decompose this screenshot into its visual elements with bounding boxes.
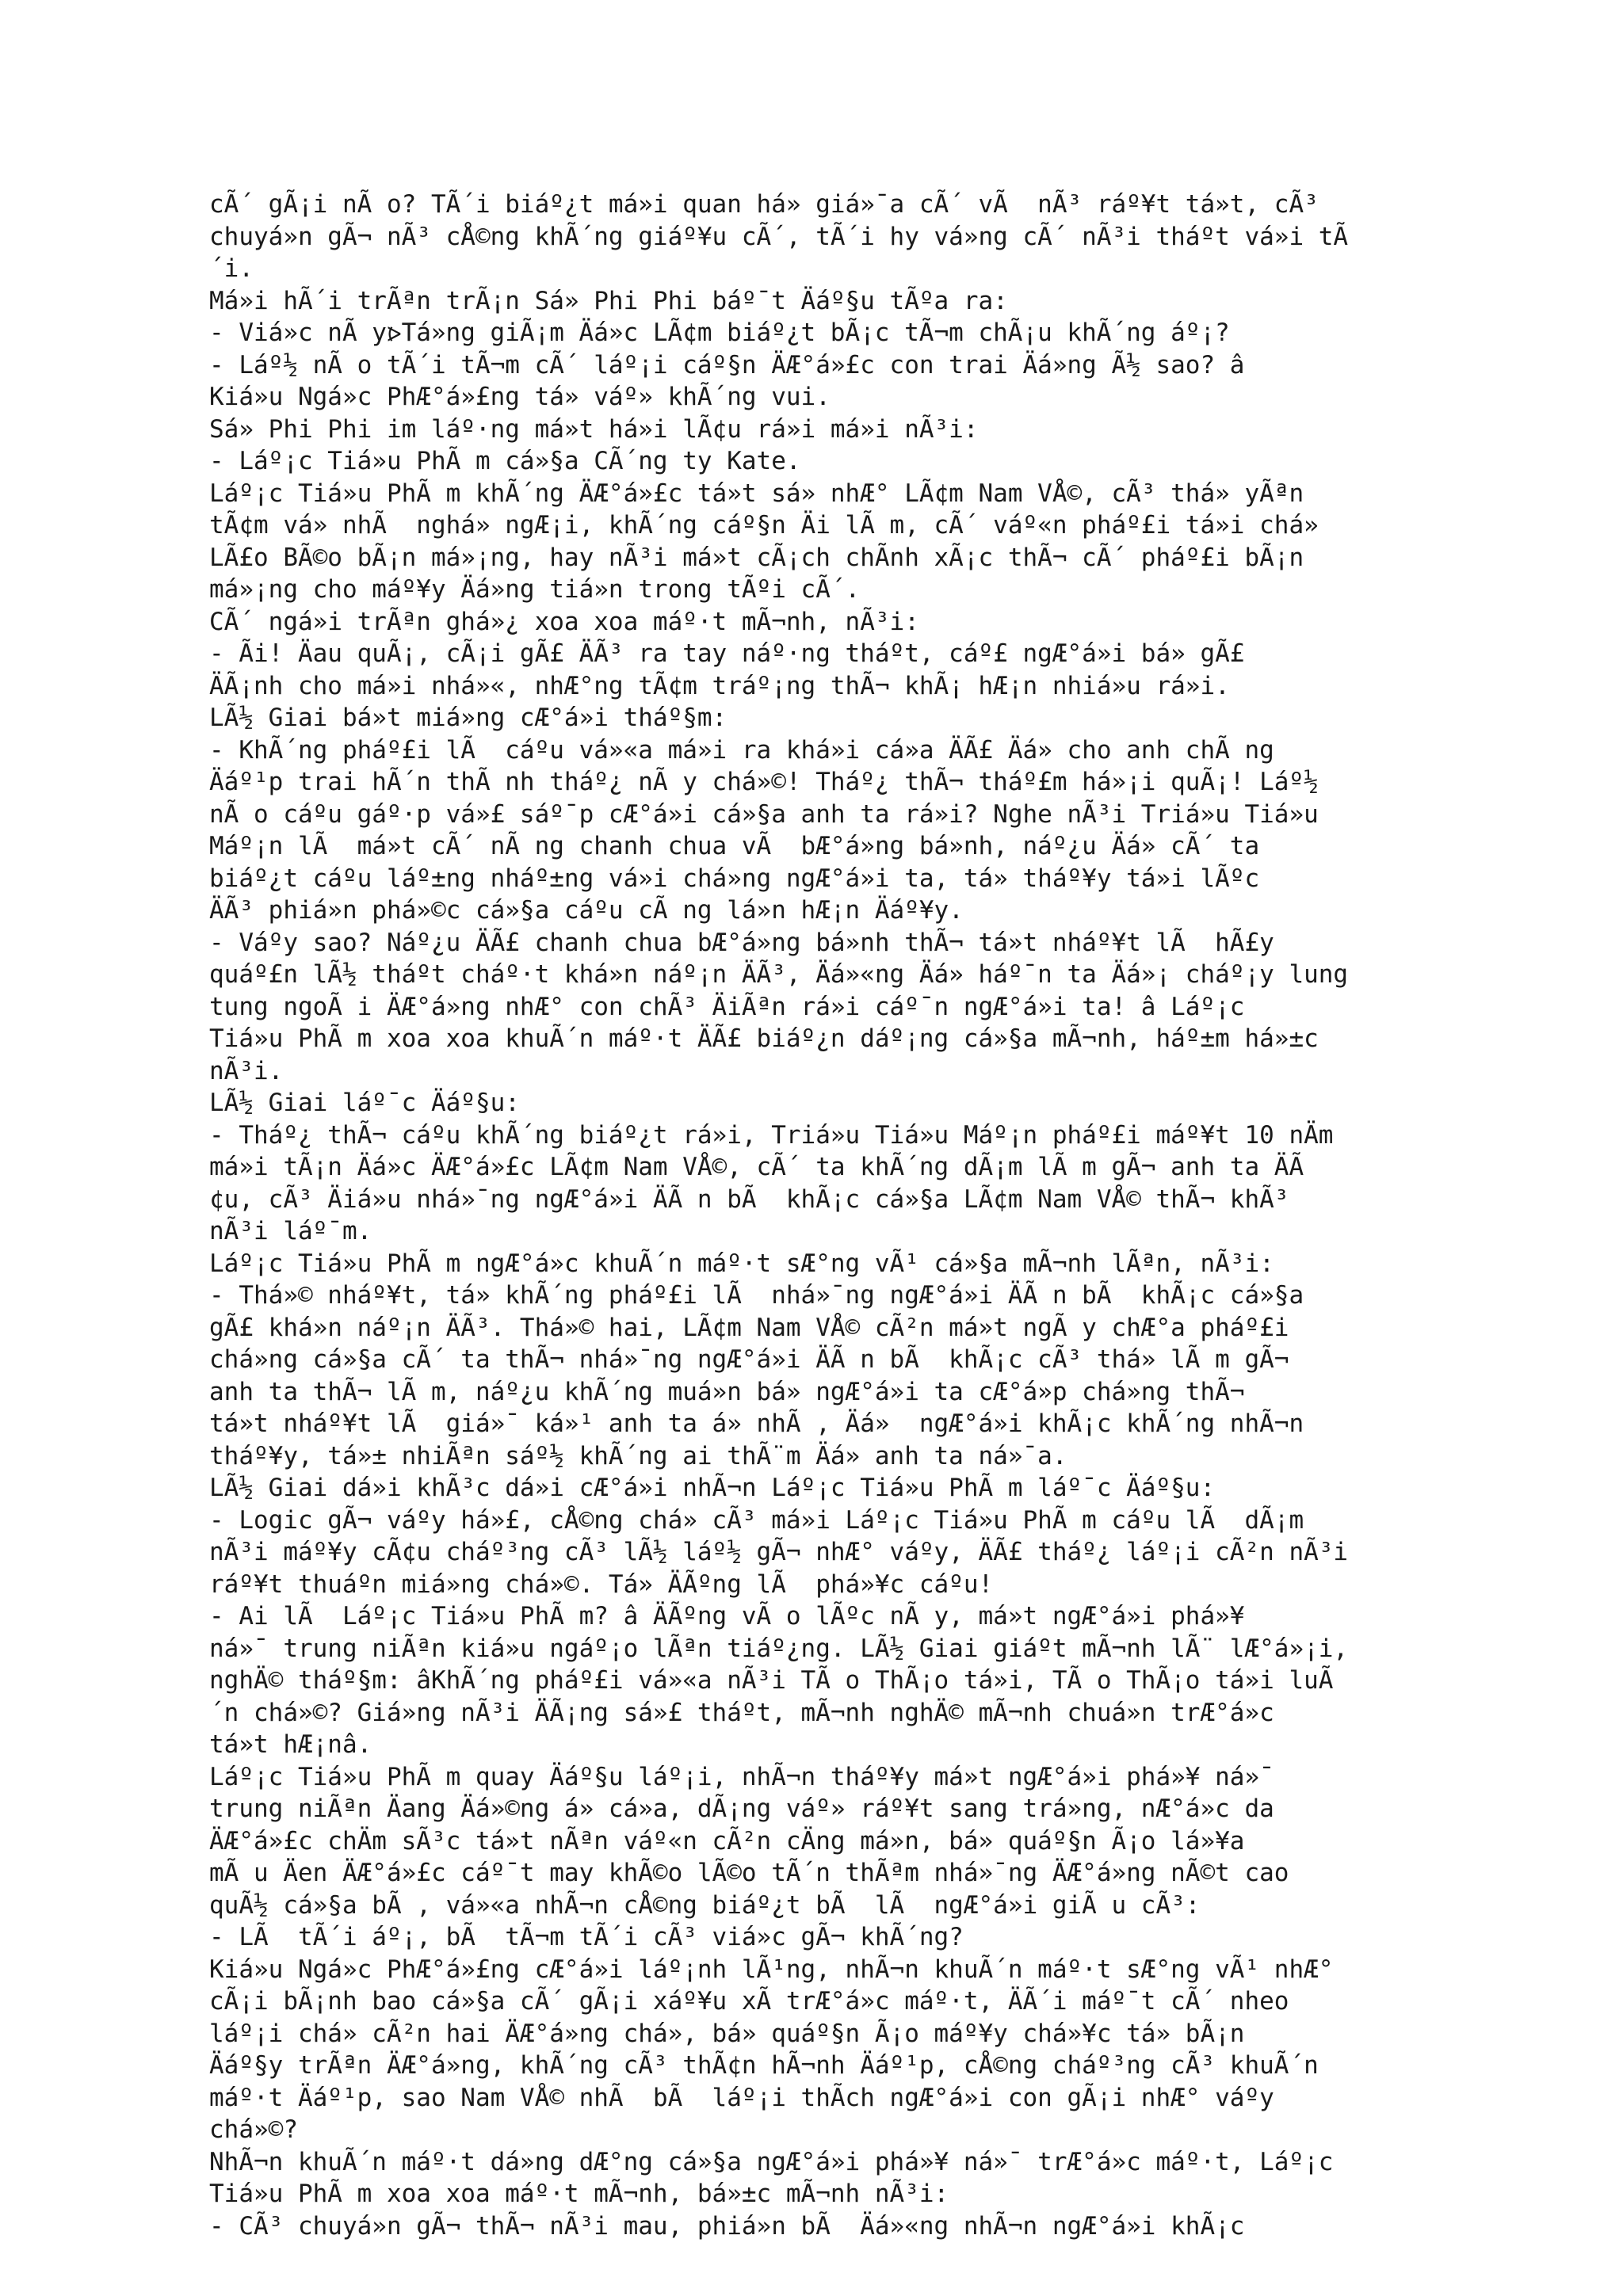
text-line: ÄÆ°á»£c chÄm sÃ³c tá»t nÃªn váº«n cÃ²n cÄng má»n, bá» quáº§n Ã¡o lá»¥a (209, 1826, 1245, 1855)
text-line: Äáº§y trÃªn ÄÆ°á»ng, khÃ´ng cÃ³ thÃ¢n hÃ¬nh Äáº¹p, cÅ©ng cháº³ng cÃ³ khuÃ´n (209, 2051, 1319, 2080)
text-line: ¢u, cÃ³ Äiá»u nhá»¯ng ngÆ°á»i ÄÃ n bÃ khÃ¡c cá»§a LÃ¢m Nam VÅ© thÃ¬ khÃ³ (209, 1184, 1289, 1214)
text-line: - Tháº¿ thÃ¬ cáºu khÃ´ng biáº¿t rá»i, Triá»u Tiá»u Máº¡n pháº£i máº¥t 10 nÄm (209, 1120, 1334, 1150)
text-line: Sá» Phi Phi im láº·ng má»t há»i lÃ¢u rá»i má»i nÃ³i: (209, 414, 979, 444)
text-line: - Thá»© nháº¥t, tá» khÃ´ng pháº£i lÃ nhá»¯ng ngÆ°á»i ÄÃ n bÃ khÃ¡c cá»§a (209, 1281, 1304, 1310)
text-line: - Váºy sao? Náº¿u ÄÃ£ chanh chua bÆ°á»ng bá»nh thÃ¬ tá»t nháº¥t lÃ hÃ£y (209, 928, 1274, 957)
text-line: quÃ½ cá»§a bÃ , vá»«a nhÃ¬n cÅ©ng biáº¿t bÃ lÃ ngÆ°á»i giÃ u cÃ³: (209, 1890, 1201, 1920)
text-line: má»i tÃ¡n Äá»c ÄÆ°á»£c LÃ¢m Nam VÅ©, cÃ´ ta khÃ´ng dÃ¡m lÃ m gÃ¬ anh ta ÄÃ (209, 1153, 1304, 1181)
text-line: nÃ³i máº¥y cÃ¢u cháº³ng cÃ³ lÃ½ láº½ gÃ¬ nhÆ° váºy, ÄÃ£ tháº¿ láº¡i cÃ²n nÃ³i (209, 1538, 1349, 1566)
text-line: má»¡ng cho máº¥y Äá»ng tiá»n trong tÃºi cÃ´. (209, 575, 861, 604)
text-line: Äáº¹p trai hÃ´n thÃ nh tháº¿ nÃ y chá»©! Tháº¿ thÃ¬ tháº£m há»¡i quÃ¡! Láº½ (209, 768, 1319, 796)
text-line: nghÄ© tháº§m: âKhÃ´ng pháº£i vá»«a nÃ³i TÃ o ThÃ¡o tá»i, TÃ o ThÃ¡o tá»i luÃ (209, 1666, 1334, 1695)
text-line: mÃ u Äen ÄÆ°á»£c cáº¯t may khÃ©o lÃ©o tÃ´n thÃªm nhá»¯ng ÄÆ°á»ng nÃ©t cao (209, 1859, 1289, 1887)
text-line: - Logic gÃ¬ váºy há»£, cÅ©ng chá» cÃ³ má»i Láº¡c Tiá»u PhÃ m cáºu lÃ dÃ¡m (209, 1505, 1304, 1535)
text-line: LÃ½ Giai dá»i khÃ³c dá»i cÆ°á»i nhÃ¬n Láº¡c Tiá»u PhÃ m láº¯c Äáº§u: (209, 1474, 1216, 1502)
text-line: LÃ£o BÃ©o bÃ¡n má»¡ng, hay nÃ³i má»t cÃ¡ch chÃnh xÃ¡c thÃ¬ cÃ´ pháº£i bÃ¡n (209, 543, 1304, 572)
text-line: NhÃ¬n khuÃ´n máº·t dá»ng dÆ°ng cá»§a ngÆ°á»i phá»¥ ná»¯ trÆ°á»c máº·t, Láº¡c (209, 2147, 1334, 2176)
text-line: LÃ½ Giai láº¯c Äáº§u: (209, 1089, 520, 1117)
document-body-text (209, 189, 1445, 2242)
text-line: trung niÃªn Äang Äá»©ng á» cá»a, dÃ¡ng váº» ráº¥t sang trá»ng, nÆ°á»c da (209, 1794, 1274, 1823)
text-line: quáº£n lÃ½ tháºt cháº·t khá»n náº¡n ÄÃ³, Äá»«ng Äá» háº¯n ta Äá»¡ cháº¡y lung (209, 960, 1349, 989)
text-line: Tiá»u PhÃ m xoa xoa khuÃ´n máº·t ÄÃ£ biáº¿n dáº¡ng cá»§a mÃ¬nh, háº±m há»±c (209, 1024, 1319, 1053)
text-line: máº·t Äáº¹p, sao Nam VÅ© nhÃ bÃ láº¡i thÃch ngÆ°á»i con gÃ¡i nhÆ° váºy (209, 2083, 1274, 2112)
text-line: chuyá»n gÃ¬ nÃ³ cÅ©ng khÃ´ng giáº¥u cÃ´, tÃ´i hy vá»ng cÃ´ nÃ³i tháºt vá»i tÃ (209, 222, 1349, 251)
text-line: ´n chá»©? Giá»ng nÃ³i ÄÃ¡ng sá»£ tháºt, mÃ¬nh nghÄ© mÃ¬nh chuá»n trÆ°á»c (209, 1698, 1274, 1727)
text-line: tá»t nháº¥t lÃ giá»¯ ká»¹ anh ta á» nhÃ , Äá» ngÆ°á»i khÃ¡c khÃ´ng nhÃ¬n (209, 1409, 1304, 1438)
text-line: gÃ£ khá»n náº¡n ÄÃ³. Thá»© hai, LÃ¢m Nam VÅ© cÃ²n má»t ngÃ y chÆ°a pháº£i (209, 1313, 1289, 1342)
text-line: Láº¡c Tiá»u PhÃ m khÃ´ng ÄÆ°á»£c tá»t sá» nhÆ° LÃ¢m Nam VÅ©, cÃ³ thá» yÃªn (209, 479, 1304, 508)
text-line: Kiá»u Ngá»c PhÆ°á»£ng cÆ°á»i láº¡nh lÃ¹ng, nhÃ¬n khuÃ´n máº·t sÆ°ng vÃ¹ nhÆ° (209, 1955, 1334, 1984)
text-line: ´i. (209, 254, 254, 283)
text-line: tá»t hÆ¡nâ. (209, 1730, 372, 1759)
text-line: ráº¥t thuáºn miá»ng chá»©. Tá» ÄÃºng lÃ phá»¥c cáºu! (209, 1569, 994, 1599)
text-line: ÄÃ³ phiá»n phá»©c cá»§a cáºu cÃ ng lá»n hÆ¡n Äáº¥y. (209, 896, 964, 925)
text-line: - Láº¡c Tiá»u PhÃ m cá»§a CÃ´ng ty Kate. (209, 447, 801, 475)
text-line: - LÃ tÃ´i áº¡, bÃ tÃ¬m tÃ´i cÃ³ viá»c gÃ¬ khÃ´ng? (209, 1923, 964, 1951)
text-line: tÃ¢m vá» nhÃ nghá» ngÆ¡i, khÃ´ng cáº§n Äi lÃ m, cÃ´ váº«n pháº£i tá»i chá» (209, 511, 1319, 540)
text-line: Má»i hÃ´i trÃªn trÃ¡n Sá» Phi Phi báº¯t Äáº§u tÃºa ra: (209, 286, 1008, 315)
text-line: - KhÃ´ng pháº£i lÃ cáºu vá»«a má»i ra khá»i cá»a ÄÃ£ Äá» cho anh chÃ ng (209, 735, 1274, 765)
text-line: biáº¿t cáºu láº±ng nháº±ng vá»i chá»ng ngÆ°á»i ta, tá» tháº¥y tá»i lÃºc (209, 864, 1260, 893)
text-line: cÃ¡i bÃ¡nh bao cá»§a cÃ´ gÃ¡i xáº¥u xÃ trÆ°á»c máº·t, ÄÃ´i máº¯t cÃ´ nheo (209, 1987, 1289, 2016)
text-line: - Ai lÃ Láº¡c Tiá»u PhÃ m? â ÄÃºng vÃ o lÃºc nÃ y, má»t ngÆ°á»i phá»¥ (209, 1602, 1245, 1630)
text-line: ná»¯ trung niÃªn kiá»u ngáº¡o lÃªn tiáº¿ng. LÃ½ Giai giáºt mÃ¬nh lÃ¨ lÆ°á»¡i, (209, 1634, 1349, 1663)
text-line: tháº¥y, tá»± nhiÃªn sáº½ khÃ´ng ai thÃ¨m Äá» anh ta ná»¯a. (209, 1441, 1067, 1470)
text-line: LÃ½ Giai bá»t miá»ng cÆ°á»i tháº§m: (209, 704, 727, 732)
text-line: anh ta thÃ¬ lÃ m, náº¿u khÃ´ng muá»n bá» ngÆ°á»i ta cÆ°á»p chá»ng thÃ¬ (209, 1377, 1245, 1406)
text-line: Láº¡c Tiá»u PhÃ m ngÆ°á»c khuÃ´n máº·t sÆ°ng vÃ¹ cá»§a mÃ¬nh lÃªn, nÃ³i: (209, 1249, 1274, 1278)
text-line: chá»©? (209, 2115, 298, 2144)
text-line: Kiá»u Ngá»c PhÆ°á»£ng tá» váº» khÃ´ng vui. (209, 383, 831, 411)
text-line: - Viá»c nÃ y⦠Tá»ng giÃ¡m Äá»c LÃ¢m biáº¿t bÃ¡c tÃ¬m chÃ¡u khÃ´ng áº¡? (209, 318, 1230, 347)
text-line: tung ngoÃ i ÄÆ°á»ng nhÆ° con chÃ³ ÄiÃªn rá»i cáº¯n ngÆ°á»i ta! â Láº¡c (209, 992, 1245, 1021)
text-line: ÄÃ¡nh cho má»i nhá»«, nhÆ°ng tÃ¢m tráº¡ng thÃ¬ khÃ¡ hÆ¡n nhiá»u rá»i. (209, 671, 1230, 700)
text-line: nÃ o cáºu gáº·p vá»£ sáº¯p cÆ°á»i cá»§a anh ta rá»i? Nghe nÃ³i Triá»u Tiá»u (209, 799, 1319, 829)
text-line: cÃ´ gÃ¡i nÃ o? TÃ´i biáº¿t má»i quan há» giá»¯a cÃ´ vÃ nÃ³ ráº¥t tá»t, cÃ³ (209, 190, 1319, 219)
text-line: láº¡i chá» cÃ²n hai ÄÆ°á»ng chá», bá» quáº§n Ã¡o máº¥y chá»¥c tá» bÃ¡n (209, 2019, 1245, 2048)
text-line: nÃ³i láº¯m. (209, 1217, 372, 1245)
text-line: chá»ng cá»§a cÃ´ ta thÃ¬ nhá»¯ng ngÆ°á»i ÄÃ n bÃ khÃ¡c cÃ³ thá» lÃ m gÃ¬ (209, 1345, 1289, 1374)
text-line: - Láº½ nÃ o tÃ´i tÃ¬m cÃ´ láº¡i cáº§n ÄÆ°á»£c con trai Äá»ng Ã½ sao? â (209, 350, 1245, 379)
text-line: - Ãi! Äau quÃ¡, cÃ¡i gÃ£ ÄÃ³ ra tay náº·ng tháºt, cáº£ ngÆ°á»i bá» gÃ£ (209, 639, 1245, 668)
text-line: - CÃ³ chuyá»n gÃ¬ thÃ¬ nÃ³i mau, phiá»n bÃ Äá»«ng nhÃ¬n ngÆ°á»i khÃ¡c (209, 2211, 1245, 2241)
text-line: Tiá»u PhÃ m xoa xoa máº·t mÃ¬nh, bá»±c mÃ¬nh nÃ³i: (209, 2180, 949, 2208)
text-line: nÃ³i. (209, 1056, 284, 1085)
text-line: Láº¡c Tiá»u PhÃ m quay Äáº§u láº¡i, nhÃ¬n tháº¥y má»t ngÆ°á»i phá»¥ ná»¯ (209, 1762, 1274, 1791)
text-line: Máº¡n lÃ má»t cÃ´ nÃ ng chanh chua vÃ bÆ°á»ng bá»nh, náº¿u Äá» cÃ´ ta (209, 832, 1260, 860)
text-line: CÃ´ ngá»i trÃªn ghá»¿ xoa xoa máº·t mÃ¬nh, nÃ³i: (209, 607, 919, 636)
